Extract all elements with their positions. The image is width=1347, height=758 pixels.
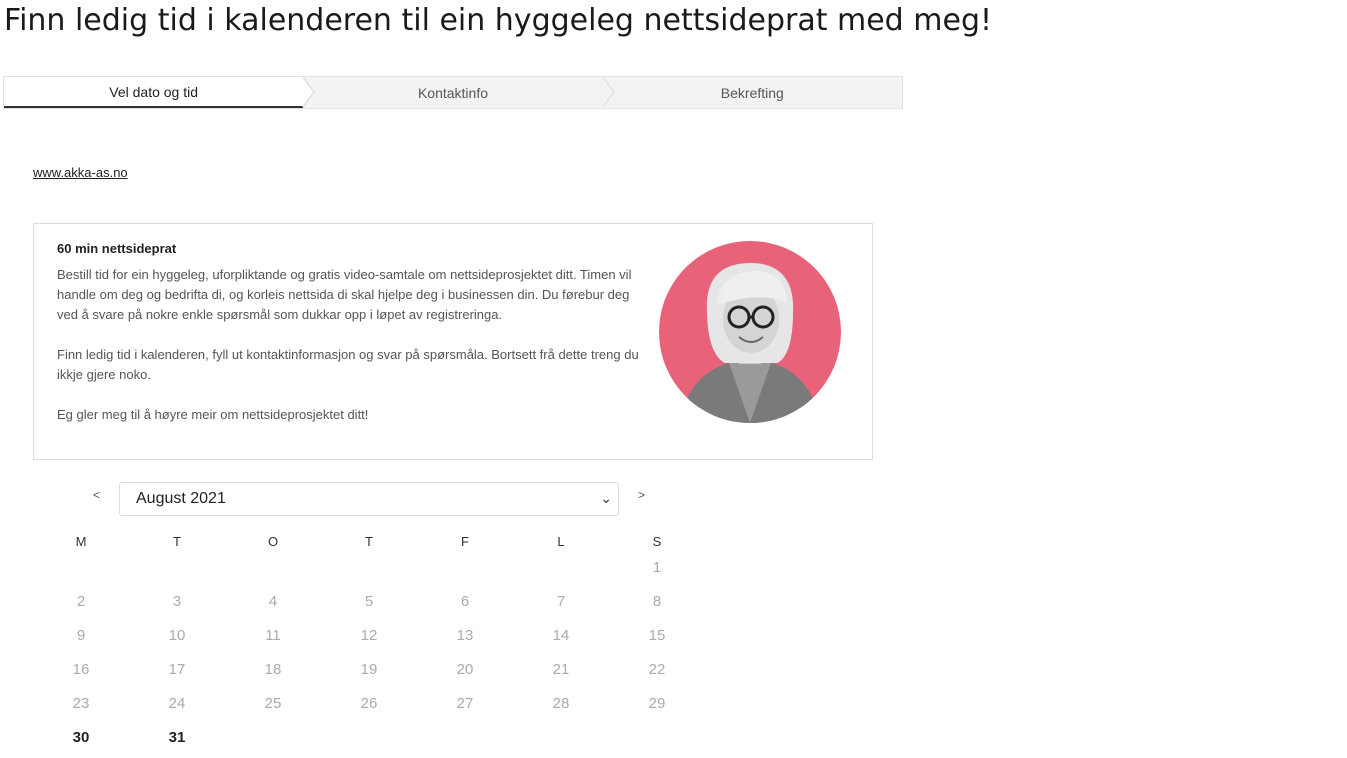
calendar-day: 5 <box>364 593 374 610</box>
calendar-day: 18 <box>264 661 282 678</box>
step-label: Kontaktinfo <box>417 84 489 101</box>
next-month-button[interactable]: > <box>638 488 646 502</box>
calendar-day: 4 <box>268 593 278 610</box>
service-paragraph: Finn ledig tid i kalenderen, fyll ut kontaktinformasjon og svar på spørsmåla. Bortsett frå dette treng du ikkje gjere noko. <box>57 347 639 382</box>
calendar-day: 27 <box>456 695 474 712</box>
step-label: Vel dato og tid <box>109 83 199 100</box>
calendar-day: 6 <box>460 593 470 610</box>
calendar-day: 8 <box>652 593 662 610</box>
calendar-day: 29 <box>648 695 666 712</box>
calendar-day: 23 <box>72 695 90 712</box>
step-arrow-icon <box>303 76 315 108</box>
calendar-day: 14 <box>552 627 570 644</box>
service-paragraph: Bestill tid for ein hyggeleg, uforpliktande og gratis video-samtale om nettsideprosjektet ditt. Timen vil handle om deg og bedrifta di, og korleis nettsida di skal hjelpe deg i businessen din. Du førebur deg ved å svare på nokre enkle spørsmål som dukkar opp i løpet av registreringa. <box>57 267 632 322</box>
calendar-day: 20 <box>456 661 474 678</box>
chevron-down-icon: ⌄ <box>600 490 612 506</box>
calendar-day: 28 <box>552 695 570 712</box>
calendar-day: 26 <box>360 695 378 712</box>
calendar-day: 13 <box>456 627 474 644</box>
calendar-day: 16 <box>72 661 90 678</box>
weekday-label: T <box>173 534 181 549</box>
calendar-day: 12 <box>360 627 378 644</box>
weekday-label: L <box>557 534 565 549</box>
weekday-label: T <box>365 534 373 549</box>
service-card <box>33 223 873 460</box>
page-title: Finn ledig tid i kalenderen til ein hyggeleg nettsideprat med meg! <box>4 3 993 38</box>
calendar-day: 15 <box>648 627 666 644</box>
weekday-label: O <box>267 534 279 549</box>
weekday-label: S <box>652 534 662 549</box>
calendar-day: 24 <box>168 695 186 712</box>
calendar-day: 19 <box>360 661 378 678</box>
calendar-day: 2 <box>76 593 86 610</box>
calendar-day: 9 <box>76 627 86 644</box>
step-date-time[interactable] <box>4 77 303 108</box>
calendar-day: 17 <box>168 661 186 678</box>
prev-month-button[interactable]: < <box>93 488 101 502</box>
step-label: Bekrefting <box>720 84 784 101</box>
step-arrow-icon <box>603 76 615 108</box>
service-title: 60 min nettsideprat <box>57 241 177 256</box>
booking-stepper <box>3 76 903 109</box>
calendar-day: 21 <box>552 661 570 678</box>
calendar-day: 1 <box>652 559 662 576</box>
service-paragraph: Eg gler meg til å høyre meir om nettsideprosjektet ditt! <box>57 407 369 422</box>
calendar-day: 11 <box>265 627 281 644</box>
website-link[interactable]: www.akka-as.no <box>33 165 128 180</box>
calendar-day: 22 <box>648 661 666 678</box>
calendar-day-available[interactable]: 30 <box>72 729 90 746</box>
weekday-label: M <box>75 534 87 549</box>
service-description <box>57 265 647 445</box>
calendar-day: 3 <box>172 593 182 610</box>
calendar-day: 10 <box>168 627 186 644</box>
weekday-label: F <box>461 534 469 549</box>
calendar-day-available[interactable]: 31 <box>168 729 186 746</box>
step-contact-info[interactable] <box>303 77 602 108</box>
calendar-day: 7 <box>556 593 566 610</box>
calendar-day: 25 <box>264 695 282 712</box>
avatar <box>659 241 841 423</box>
month-select-value: August 2021 <box>136 490 226 507</box>
month-select[interactable] <box>119 482 619 516</box>
person-photo-icon <box>659 241 841 423</box>
step-confirmation[interactable] <box>603 77 902 108</box>
